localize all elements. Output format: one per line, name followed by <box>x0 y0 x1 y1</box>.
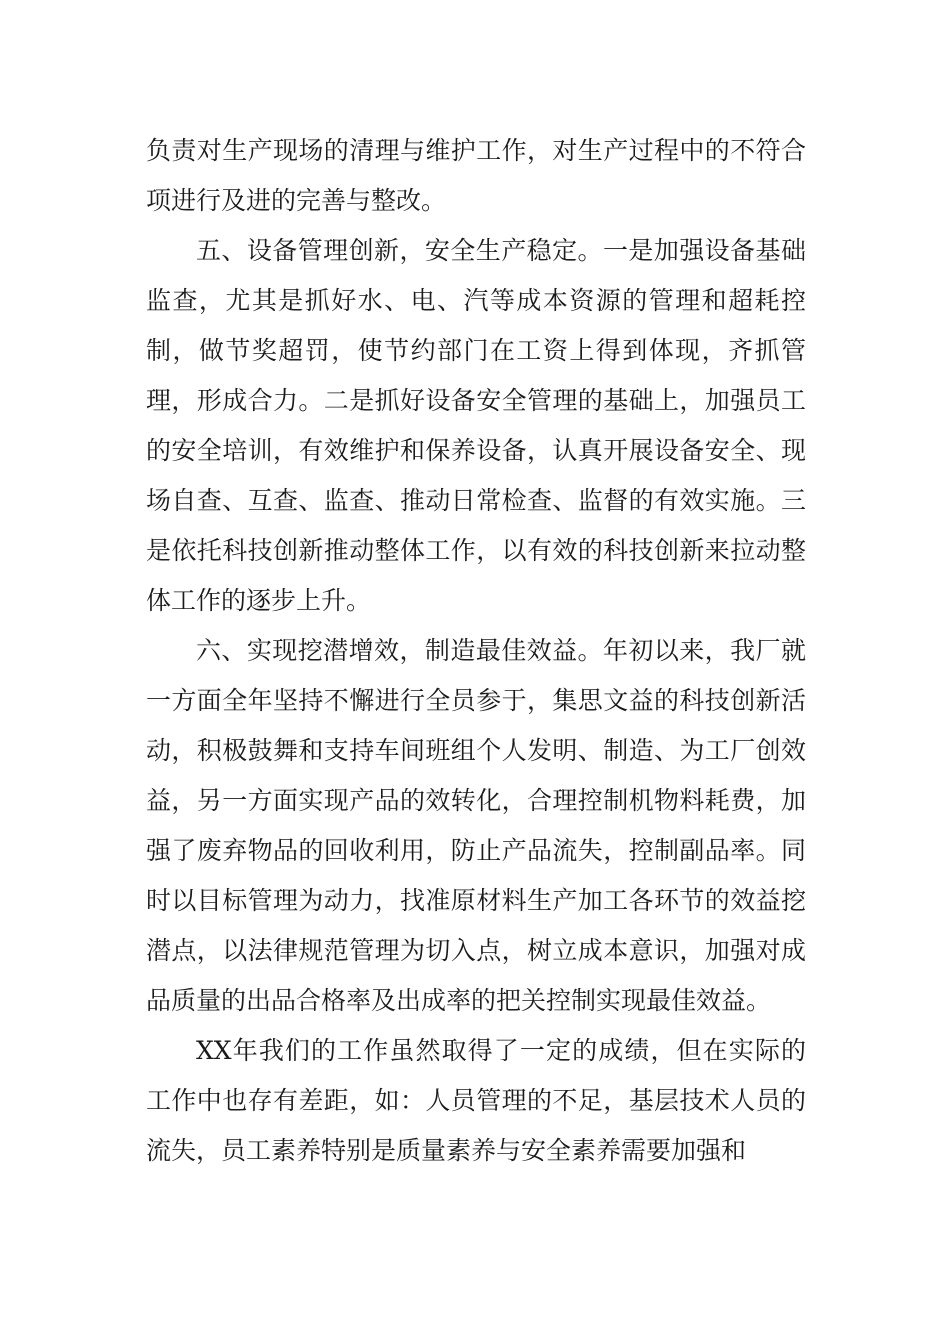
document-body <box>146 126 806 1176</box>
paragraph-continuation: 负责对生产现场的清理与维护工作，对生产过程中的不符合项进行及进的完善与整改。 <box>146 136 806 215</box>
paragraph-equipment-management: 五、设备管理创新，安全生产稳定。一是加强设备基础监查，尤其是抓好水、电、汽等成本资源的管理和超耗控制，做节奖超罚，使节约部门在工资上得到体现，齐抓管理，形成合力。二是抓好设备安全管理的基础上，加强员工的安全培训，有效维护和保养设备，认真开展设备安全、现场自查、互查、监查、推动日常检查、监督的有效实施。三是依托科技创新推动整体工作，以有效的科技创新来拉动整体工作的逐步上升。 <box>146 236 806 615</box>
paragraph-efficiency: 六、实现挖潜增效，制造最佳效益。年初以来，我厂就一方面全年坚持不懈进行全员参于，集思文益的科技创新活动，积极鼓舞和支持车间班组个人发明、制造、为工厂创效益，另一方面实现产品的效转化，合理控制机物料耗费，加强了废弃物品的回收利用，防止产品流失，控制副品率。同时以目标管理为动力，找准原材料生产加工各环节的效益挖潜点，以法律规范管理为切入点，树立成本意识，加强对成品质量的出品合格率及出成率的把关控制实现最佳效益。 <box>146 636 806 1015</box>
paragraph-shortcomings: XX年我们的工作虽然取得了一定的成绩，但在实际的工作中也存有差距，如：人员管理的不足，基层技术人员的流失，员工素养特别是质量素养与安全素养需要加强和 <box>146 1036 806 1165</box>
